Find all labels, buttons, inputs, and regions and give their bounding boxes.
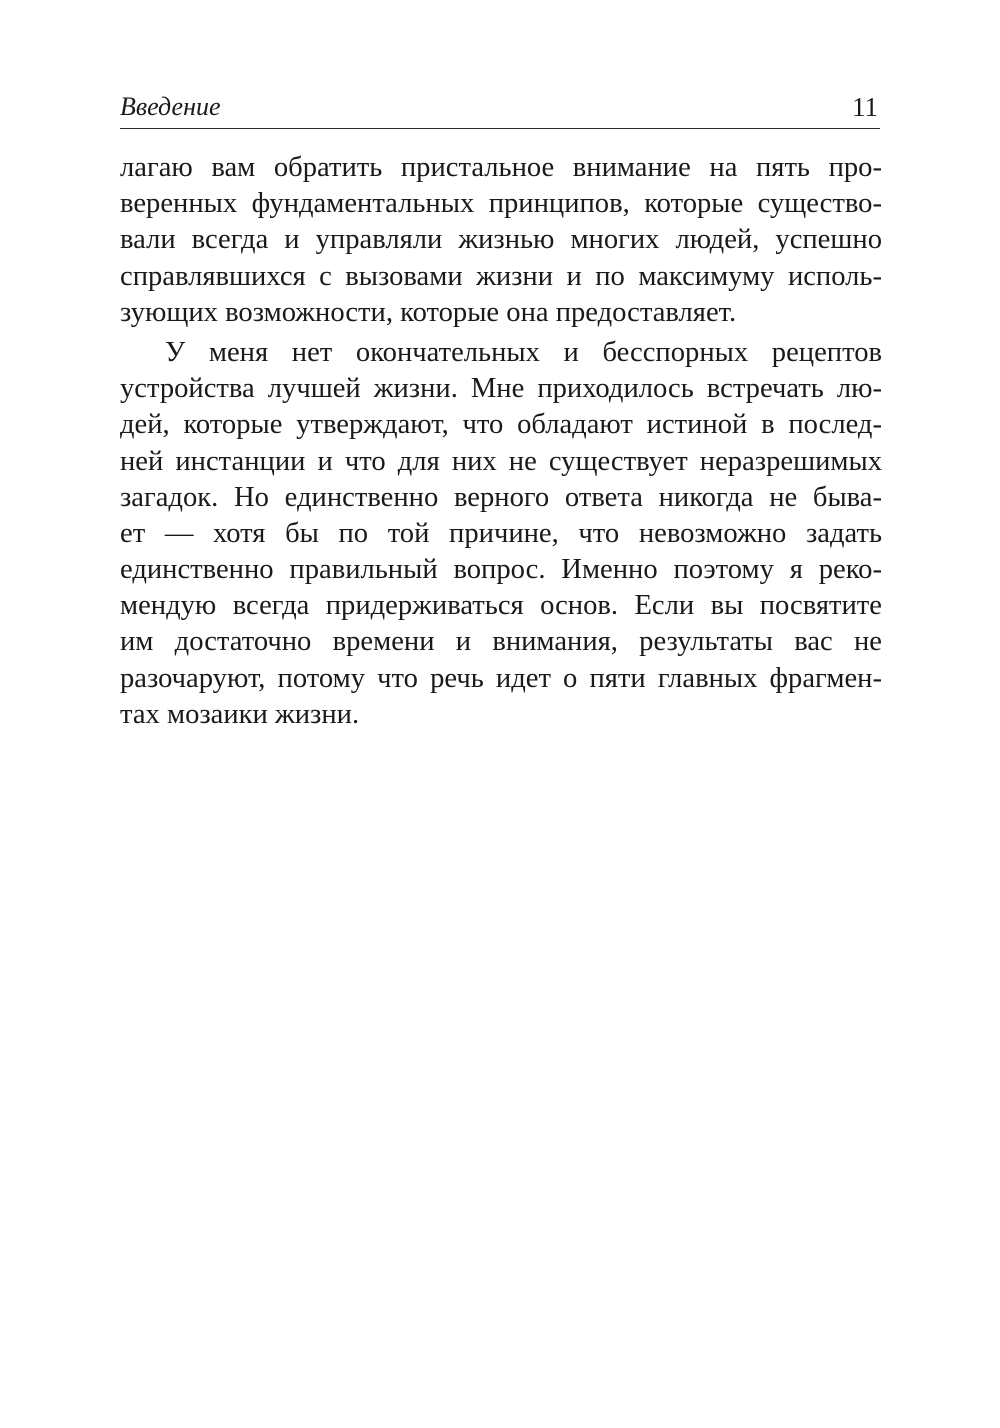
text-line: устройства лучшей жизни. Мне приходилось встречать лю- bbox=[120, 373, 882, 405]
text-line: У меня нет окончательных и бесспорных рецептов bbox=[165, 336, 882, 368]
text-line: единственно правильный вопрос. Именно поэтому я реко- bbox=[120, 554, 882, 586]
text-line: тах мозаики жизни. bbox=[120, 698, 360, 730]
text-line: веренных фундаментальных принципов, которые существо- bbox=[120, 188, 882, 220]
text-line: вали всегда и управляли жизнью многих людей, успешно bbox=[120, 224, 882, 256]
text-line: лагаю вам обратить пристальное внимание на пять про- bbox=[120, 152, 882, 183]
page-header bbox=[120, 88, 880, 129]
text-line: зующих возможности, которые она предоставляет. bbox=[120, 296, 737, 328]
paragraph-2 bbox=[120, 335, 882, 733]
text-line: разочаруют, потому что речь идет о пяти главных фрагмен- bbox=[120, 662, 882, 694]
page-number: 11 bbox=[852, 92, 878, 122]
running-head: Введение bbox=[120, 92, 221, 121]
text-line: ней инстанции и что для них не существует неразрешимых bbox=[120, 445, 882, 477]
text-line: загадок. Но единственно верного ответа никогда не быва- bbox=[120, 481, 882, 513]
text-line: справлявшихся с вызовами жизни и по максимуму исполь- bbox=[120, 260, 882, 292]
paragraph-1 bbox=[120, 150, 882, 331]
text-line: мендую всегда придерживаться основ. Если вы посвятите bbox=[120, 590, 882, 622]
text-line: им достаточно времени и внимания, результаты вас не bbox=[120, 626, 882, 658]
body-text bbox=[120, 150, 882, 733]
text-line: дей, которые утверждают, что обладают истиной в послед- bbox=[120, 409, 882, 441]
text-line: ет — хотя бы по той причине, что невозможно задать bbox=[120, 517, 882, 549]
